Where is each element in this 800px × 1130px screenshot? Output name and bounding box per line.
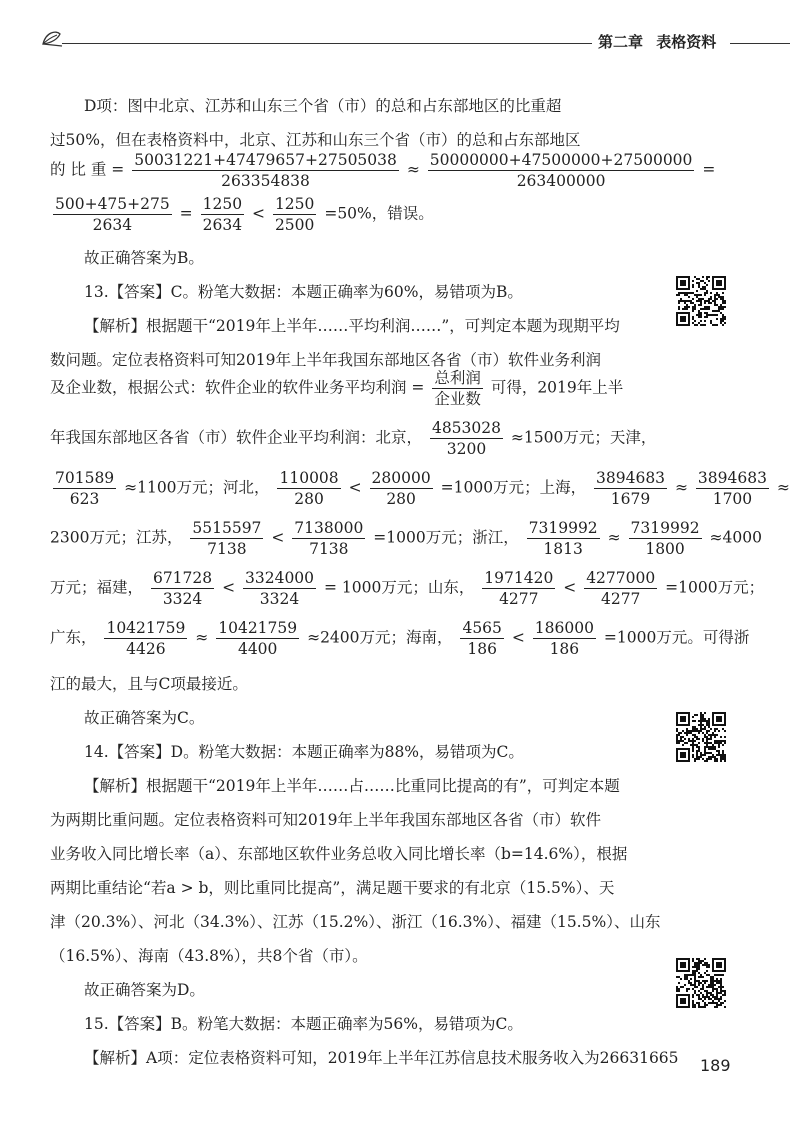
paragraph-line: 过50%，但在表格资料中，北京、江苏和山东三个省（市）的总和占东部地区 bbox=[50, 131, 581, 149]
denominator: 186 bbox=[467, 640, 497, 658]
denominator: 7138 bbox=[207, 540, 247, 558]
fraction bbox=[482, 568, 555, 609]
paragraph-line: D项：图中北京、江苏和山东三个省（市）的总和占东部地区的比重超 bbox=[84, 97, 562, 115]
qr-code-icon[interactable] bbox=[676, 712, 726, 762]
numerator: 701589 bbox=[55, 469, 115, 487]
numerator: 186000 bbox=[534, 619, 594, 637]
denominator: 1800 bbox=[645, 540, 685, 558]
text: 可得，2019年上半 bbox=[490, 378, 624, 397]
fraction bbox=[277, 468, 340, 509]
operator: ≈ bbox=[195, 628, 209, 647]
numerator: 4853028 bbox=[431, 419, 501, 437]
numerator: 10421759 bbox=[218, 619, 298, 637]
paragraph-line: 【解析】根据题干“2019年上半年……占……比重同比提高的有”，可判定本题 bbox=[84, 777, 620, 795]
fraction bbox=[629, 518, 702, 559]
numerator: 4277000 bbox=[586, 569, 656, 587]
numerator: 50031221+47479657+27505038 bbox=[134, 151, 397, 169]
operator: = bbox=[702, 160, 716, 179]
numerator: 500+475+275 bbox=[55, 195, 170, 213]
text: =1000万元。可得浙 bbox=[603, 628, 750, 647]
answer-line: 故正确答案为D。 bbox=[84, 981, 205, 999]
answer-line: 故正确答案为C。 bbox=[84, 709, 205, 727]
answer-line: 故正确答案为B。 bbox=[84, 249, 204, 267]
operator: ≈ bbox=[607, 528, 621, 547]
paragraph-line: 江的最大，且与C项最接近。 bbox=[50, 675, 248, 693]
numerator: 50000000+47500000+27500000 bbox=[429, 151, 693, 169]
operator: ≈ bbox=[674, 478, 688, 497]
numerator: 7319992 bbox=[630, 519, 700, 537]
leaf-icon bbox=[40, 28, 66, 50]
formula-line bbox=[50, 418, 656, 459]
fraction bbox=[216, 618, 299, 659]
qr-code-icon[interactable] bbox=[676, 276, 726, 326]
text: ≈1500万元；天津， bbox=[510, 428, 657, 447]
denominator: 280 bbox=[386, 490, 416, 508]
denominator: 2634 bbox=[202, 216, 243, 234]
numerator: 1250 bbox=[274, 195, 315, 213]
operator: < bbox=[271, 528, 285, 547]
fraction bbox=[243, 568, 316, 609]
paragraph-line: 为两期比重问题。定位表格资料可知2019年上半年我国东部地区各省（市）软件 bbox=[50, 811, 601, 829]
fraction bbox=[428, 150, 695, 191]
formula-line bbox=[50, 368, 623, 409]
fraction bbox=[527, 518, 600, 559]
operator: < bbox=[511, 628, 525, 647]
paragraph-line: 津（20.3%）、河北（34.3%）、江苏（15.2%）、浙江（16.3%）、福建（15.5%）、山东 bbox=[50, 913, 661, 931]
operator: ≈ bbox=[406, 160, 420, 179]
q13-answer-heading: 13.【答案】C。粉笔大数据：本题正确率为60%，易错项为B。 bbox=[84, 283, 523, 301]
denominator: 1813 bbox=[543, 540, 583, 558]
chapter-title: 表格资料 bbox=[656, 33, 717, 51]
denominator: 186 bbox=[549, 640, 580, 658]
denominator: 263400000 bbox=[516, 172, 606, 190]
numerator: 4565 bbox=[462, 619, 502, 637]
numerator: 3324000 bbox=[245, 569, 315, 587]
formula-line bbox=[50, 150, 715, 191]
fraction bbox=[201, 194, 244, 235]
header-title bbox=[594, 31, 720, 52]
text: 万元；福建， bbox=[50, 578, 144, 597]
operator: < bbox=[563, 578, 577, 597]
denominator: 3324 bbox=[162, 590, 203, 608]
text: =1000万元； bbox=[665, 578, 765, 597]
denominator: 263354838 bbox=[221, 172, 310, 190]
text: =1000万元；上海， bbox=[440, 478, 587, 497]
denominator: 280 bbox=[294, 490, 324, 508]
numerator: 7138000 bbox=[294, 519, 364, 537]
text: =1000万元；浙江， bbox=[373, 528, 519, 547]
text: 年我国东部地区各省（市）软件企业平均利润：北京， bbox=[50, 428, 423, 447]
formula-line bbox=[50, 518, 762, 559]
text: ≈4000 bbox=[709, 528, 762, 547]
denominator: 1679 bbox=[610, 490, 651, 508]
paragraph-line: 【解析】A项：定位表格资料可知，2019年上半年江苏信息技术服务收入为26631665 bbox=[84, 1049, 679, 1067]
numerator: 671728 bbox=[152, 569, 213, 587]
paragraph-line: 数问题。定位表格资料可知2019年上半年我国东部地区各省（市）软件业务利润 bbox=[50, 351, 601, 369]
formula-line bbox=[50, 568, 764, 609]
denominator: 1700 bbox=[712, 490, 753, 508]
fraction bbox=[292, 518, 365, 559]
formula-tail: =50%，错误。 bbox=[324, 204, 434, 223]
denominator: 4277 bbox=[499, 590, 539, 608]
denominator: 4400 bbox=[237, 640, 278, 658]
paragraph-line: 业务收入同比增长率（a）、东部地区软件业务总收入同比增长率（b=14.6%），根据 bbox=[50, 845, 628, 863]
denominator: 7138 bbox=[309, 540, 349, 558]
fraction bbox=[594, 468, 667, 509]
q15-answer-heading: 15.【答案】B。粉笔大数据：本题正确率为56%，易错项为C。 bbox=[84, 1015, 523, 1033]
numerator: 110008 bbox=[279, 469, 339, 487]
denominator: 3324 bbox=[259, 590, 300, 608]
denominator: 企业数 bbox=[434, 390, 481, 408]
paragraph-line: 两期比重结论“若a > b，则比重同比提高”，满足题干要求的有北京（15.5%）、天 bbox=[50, 879, 615, 897]
text: ≈2400万元；海南， bbox=[307, 628, 453, 647]
fraction bbox=[53, 468, 116, 509]
operator: < bbox=[252, 204, 265, 223]
fraction bbox=[190, 518, 263, 559]
operator: = bbox=[179, 204, 193, 223]
numerator: 280000 bbox=[371, 469, 431, 487]
page-number: 189 bbox=[700, 1056, 731, 1075]
operator: ≈ bbox=[776, 478, 790, 497]
text: ≈1100万元；河北， bbox=[124, 478, 270, 497]
numerator: 10421759 bbox=[106, 619, 186, 637]
fraction bbox=[273, 194, 316, 235]
text: 广东， bbox=[50, 628, 97, 647]
numerator: 1971420 bbox=[484, 569, 554, 587]
text: 及企业数，根据公式：软件企业的软件业务平均利润 = bbox=[50, 378, 425, 397]
denominator: 4426 bbox=[126, 640, 166, 658]
denominator: 2500 bbox=[274, 216, 315, 234]
formula-line bbox=[50, 618, 749, 659]
fraction bbox=[430, 418, 503, 459]
fraction bbox=[370, 468, 433, 509]
formula-lead: 的 比 重 = bbox=[50, 160, 125, 179]
denominator: 2634 bbox=[92, 216, 133, 234]
qr-code-icon[interactable] bbox=[676, 958, 726, 1008]
fraction bbox=[584, 568, 657, 609]
text: = 1000万元；山东， bbox=[323, 578, 475, 597]
formula-line bbox=[50, 468, 790, 509]
paragraph-line: （16.5%）、海南（43.8%），共8个省（市）。 bbox=[50, 947, 368, 965]
fraction bbox=[460, 618, 503, 659]
numerator: 7319992 bbox=[528, 519, 598, 537]
numerator: 总利润 bbox=[434, 369, 481, 387]
text: 2300万元；江苏， bbox=[50, 528, 183, 547]
header-rule-right bbox=[730, 43, 790, 44]
running-header bbox=[40, 28, 790, 58]
numerator: 1250 bbox=[202, 195, 243, 213]
denominator: 623 bbox=[69, 490, 100, 508]
fraction bbox=[53, 194, 172, 235]
paragraph-line: 【解析】根据题干“2019年上半年……平均利润……”，可判定本题为现期平均 bbox=[84, 317, 620, 335]
operator: < bbox=[222, 578, 236, 597]
denominator: 3200 bbox=[446, 440, 487, 458]
fraction bbox=[533, 618, 596, 659]
numerator: 5515597 bbox=[192, 519, 262, 537]
header-rule-left bbox=[62, 43, 592, 44]
numerator: 3894683 bbox=[697, 469, 767, 487]
denominator: 4277 bbox=[600, 590, 641, 608]
formula-line bbox=[50, 194, 434, 235]
fraction bbox=[432, 368, 483, 409]
numerator: 3894683 bbox=[596, 469, 666, 487]
fraction bbox=[151, 568, 214, 609]
q14-answer-heading: 14.【答案】D。粉笔大数据：本题正确率为88%，易错项为C。 bbox=[84, 743, 524, 761]
operator: < bbox=[348, 478, 362, 497]
chapter-label: 第二章 bbox=[598, 33, 644, 51]
fraction bbox=[696, 468, 769, 509]
fraction bbox=[104, 618, 187, 659]
fraction bbox=[132, 150, 399, 191]
